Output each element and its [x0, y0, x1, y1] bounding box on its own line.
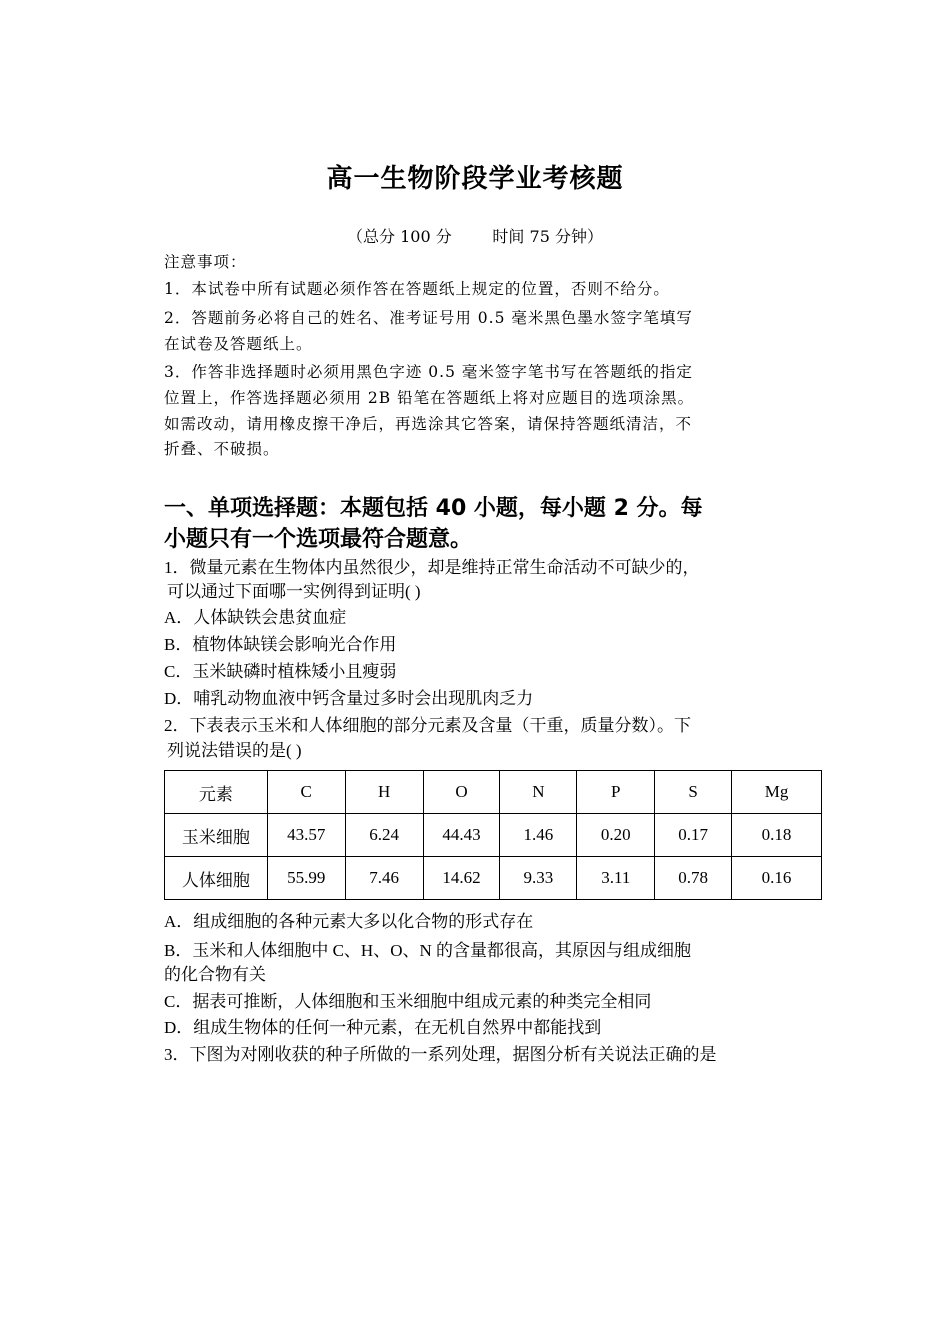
- notice-line: 折叠、不破损。: [164, 440, 280, 458]
- question-1-option-c: C．玉米缺磷时植株矮小且瘦弱: [164, 662, 397, 681]
- question-3-stem: 3．下图为对刚收获的种子所做的一系列处理，据图分析有关说法正确的是: [164, 1045, 717, 1064]
- table-header-cell: C: [267, 771, 345, 814]
- table-cell: 0.78: [655, 857, 732, 900]
- table-cell: 3.11: [577, 857, 655, 900]
- table-cell: 0.16: [732, 857, 822, 900]
- table-cell: 0.20: [577, 814, 655, 857]
- question-1-option-a: A．人体缺铁会患贫血症: [164, 608, 347, 627]
- table-row: [165, 814, 822, 857]
- table-cell: 55.99: [267, 857, 345, 900]
- element-content-table: [164, 770, 822, 900]
- exam-title: 高一生物阶段学业考核题: [326, 164, 624, 194]
- table-header-cell: 元素: [165, 771, 268, 814]
- question-2-option-c: C．据表可推断，人体细胞和玉米细胞中组成元素的种类完全相同: [164, 992, 652, 1011]
- table-header-cell: S: [655, 771, 732, 814]
- question-2-option-b-cont: 的化合物有关: [164, 965, 266, 984]
- notice-line: 1．本试卷中所有试题必须作答在答题纸上规定的位置，否则不给分。: [164, 280, 670, 298]
- notice-heading: 注意事项：: [164, 253, 247, 271]
- notice-line: 位置上，作答选择题必须用 2B 铅笔在答题纸上将对应题目的选项涂黑。: [164, 389, 695, 407]
- question-2-option-d: D．组成生物体的任何一种元素，在无机自然界中都能找到: [164, 1018, 602, 1037]
- question-2-option-a: A．组成细胞的各种元素大多以化合物的形式存在: [164, 912, 534, 931]
- table-cell: 14.62: [423, 857, 500, 900]
- question-2-stem: 2．下表表示玉米和人体细胞的部分元素及含量（干重，质量分数）。下: [164, 716, 691, 735]
- question-2-stem: 列说法错误的是( ): [167, 741, 302, 760]
- table-cell: 玉米细胞: [165, 814, 268, 857]
- table-cell: 9.33: [500, 857, 577, 900]
- table-cell: 7.46: [345, 857, 423, 900]
- table-header-cell: P: [577, 771, 655, 814]
- table-header-cell: Mg: [732, 771, 822, 814]
- question-1-stem: 可以通过下面哪一实例得到证明( ): [167, 582, 421, 601]
- table-cell: 0.17: [655, 814, 732, 857]
- section-heading-line2: 小题只有一个选项最符合题意。: [164, 527, 473, 552]
- notice-line: 在试卷及答题纸上。: [164, 335, 313, 353]
- question-1-option-d: D．哺乳动物血液中钙含量过多时会出现肌肉乏力: [164, 689, 534, 708]
- notice-line: 如需改动，请用橡皮擦干净后，再选涂其它答案，请保持答题纸清洁，不: [164, 415, 693, 433]
- notice-line: 2．答题前务必将自己的姓名、准考证号用 0.5 毫米黑色墨水签字笔填写: [164, 309, 693, 327]
- table-cell: 人体细胞: [165, 857, 268, 900]
- question-1-option-b: B．植物体缺镁会影响光合作用: [164, 635, 397, 654]
- question-1-stem: 1．微量元素在生物体内虽然很少，却是维持正常生命活动不可缺少的，: [164, 558, 700, 577]
- table-header-cell: H: [345, 771, 423, 814]
- notice-line: 3．作答非选择题时必须用黑色字迹 0.5 毫米签字笔书写在答题纸的指定: [164, 363, 693, 381]
- table-cell: 6.24: [345, 814, 423, 857]
- exam-subtitle: （总分 100 分 时间 75 分钟）: [347, 227, 603, 246]
- table-cell: 43.57: [267, 814, 345, 857]
- question-2-option-b: B．玉米和人体细胞中 C、H、O、N 的含量都很高，其原因与组成细胞: [164, 941, 692, 960]
- table-header-row: [165, 771, 822, 814]
- table-cell: 0.18: [732, 814, 822, 857]
- table-row: [165, 857, 822, 900]
- table-cell: 44.43: [423, 814, 500, 857]
- table-header-cell: O: [423, 771, 500, 814]
- table-cell: 1.46: [500, 814, 577, 857]
- table-header-cell: N: [500, 771, 577, 814]
- section-heading-line1: 一、单项选择题：本题包括 40 小题，每小题 2 分。每: [164, 496, 703, 521]
